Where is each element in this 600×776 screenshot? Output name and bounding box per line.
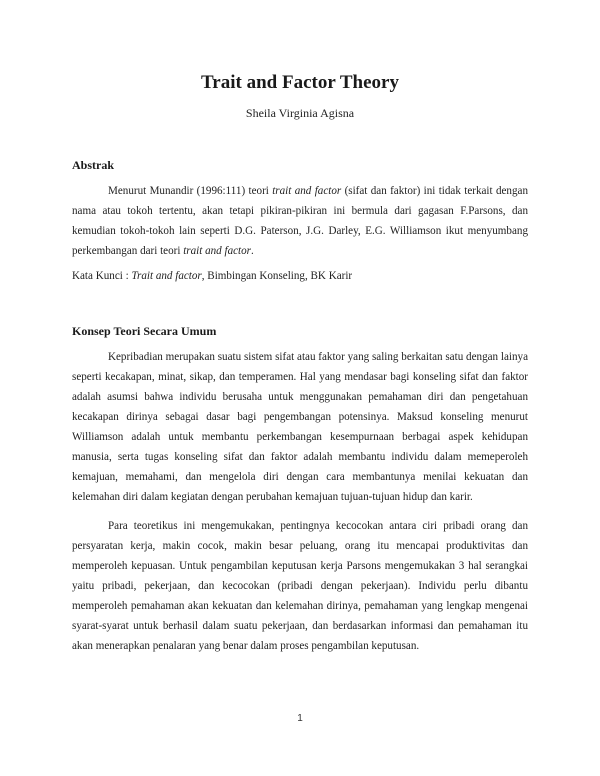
section-spacer xyxy=(72,284,528,323)
abstract-paragraph xyxy=(72,181,528,261)
abstract-text-3: . xyxy=(251,245,254,257)
abstract-text-2: (sifat dan faktor) ini tidak terkait dengan nama atau tokoh tertentu, akan tetapi pikiran-pikiran ini bermula dari gagasan F.Parsons, dan kemudian tokoh-tokoh lain seperti D.G. Paterson, J.G. Darley, E.G. Williamson ikut menyumbang perkembangan dari teori xyxy=(72,185,528,257)
section-heading: Konsep Teori Secara Umum xyxy=(72,324,217,338)
keywords-label: Kata Kunci : xyxy=(72,270,132,282)
section-paragraph-2: Para teoretikus ini mengemukakan, pentingnya kecocokan antara ciri pribadi orang dan persyaratan kerja, makin cocok, makin besar peluang, orang itu mencapai produktivitas dan memperoleh kepuasan. Untuk pengambilan keputusan kerja Parsons mengemukakan 3 hal serangkai yaitu pribadi, pekerjaan, dan kecocokan (pribadi dengan pekerjaan). Individu perlu dibantu memperoleh pemahaman akan kekuatan dan kelemahan dirinya, pemahaman yang lengkap mengenai syarat-syarat untuk berhasil dalam suatu pekerjaan, dan berdasarkan informasi dan pemahaman itu akan menerapkan penalaran yang benar dalam proses pengambilan keputusan. xyxy=(72,520,528,652)
author-name: Sheila Virginia Agisna xyxy=(245,106,355,120)
abstract-heading: Abstrak xyxy=(72,158,115,172)
section-paragraph-1: Kepribadian merupakan suatu sistem sifat atau faktor yang saling berkaitan satu dengan lainya seperti kecakapan, minat, sikap, dan temperamen. Hal yang mendasar bagi konseling sifat dan faktor adalah asumsi bahwa individu berusaha untuk menggunakan pemahaman diri dan pengetahuan kecakapan dirinya sebagai dasar bagi pengembangan potensinya. Maksud konseling menurut Williamson adalah untuk membantu perkembangan kesempurnaan berbagai aspek kehidupan manusia, serta tugas konseling sifat dan faktor adalah membantu individu dalam memeperoleh kemajuan, memahami, dan mengelola diri dengan cara membantunya menilai kekuatan dan kelemahan diri dalam kegiatan dengan perubahan kemajuan tujuan-tujuan hidup dan karir. xyxy=(72,351,528,503)
page-number: 1 xyxy=(297,713,303,724)
keywords-line xyxy=(72,268,528,284)
abstract-text-1: Menurut Munandir (1996:111) teori xyxy=(108,185,273,197)
keywords-italic-term: Trait and factor xyxy=(131,270,202,282)
keywords-list: , Bimbingan Konseling, BK Karir xyxy=(201,270,353,282)
abstract-italic-term-1: trait and factor xyxy=(272,185,342,197)
document-title: Trait and Factor Theory xyxy=(201,72,399,93)
abstract-italic-term-2: trait and factor xyxy=(183,245,252,257)
